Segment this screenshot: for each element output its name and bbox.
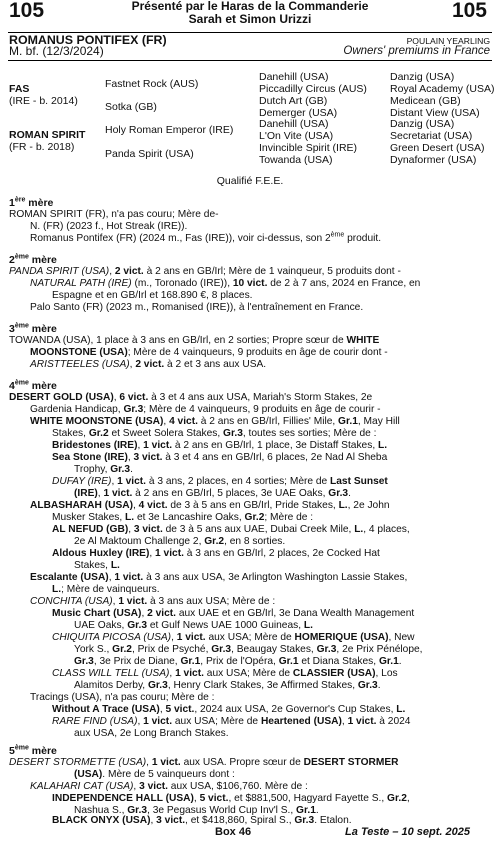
dam-detail: (FR - b. 2018) (9, 141, 75, 153)
pedigree-gen3: Dutch Art (GB) (259, 95, 328, 107)
text-line: ARISTTEELES (USA), 2 vict. à 2 et 3 ans aux USA. (30, 359, 267, 370)
pedigree-gen4: Distant View (USA) (390, 107, 480, 119)
text-line: Romanus Pontifex (FR) (2024 m., Fas (IRE)), voir ci-dessus, son 2ème produit. (30, 231, 382, 244)
pedigree-gen2: Sotka (GB) (105, 101, 157, 113)
text-line: 2e Al Maktoum Challenge 2, Gr.2, en 8 sorties. (74, 536, 286, 547)
pedigree-gen2: Panda Spirit (USA) (105, 148, 194, 160)
pedigree-gen3: Demerger (USA) (259, 107, 338, 119)
text-line: Espagne et en GB/Irl et 168.890 €, 8 places. (52, 290, 253, 301)
sire-detail: (IRE - b. 2014) (9, 95, 78, 107)
qualification-note: Qualifié F.E.E. (216, 175, 284, 187)
section-heading-1st-dam: 1ère mère (9, 196, 54, 209)
catalogue-header (0, 0, 500, 34)
text-line: (IRE), 1 vict. à 2 ans en GB/Irl, 5 places, 3e UAE Oaks, Gr.3. (74, 488, 351, 499)
text-line: Alamitos Derby, Gr.3, Henry Clark Stakes, 3e Affirmed Stakes, Gr.3. (74, 680, 381, 691)
text-line: CHIQUITA PICOSA (USA), 1 vict. aux USA; Mère de HOMERIQUE (USA), New (52, 632, 415, 643)
horse-description: M. bf. (12/3/2024) (9, 44, 104, 58)
text-line: TOWANDA (USA), 1 place à 3 ans en GB/Irl, en 2 sorties; Propre sœur de WHITE (9, 335, 380, 346)
text-line: Gardenia Handicap, Gr.3; Mère de 4 vainqueurs, 9 produits en âge de courir - (30, 404, 381, 415)
text-line: BLACK ONYX (USA), 3 vict., et $418,860, Spiral S., Gr.3. Etalon. (52, 815, 352, 826)
pedigree-gen3: Danehill (USA) (259, 118, 329, 130)
footer-box-number: Box 46 (215, 826, 252, 838)
text-line: Stakes, L. (74, 560, 120, 571)
text-line: Bridestones (IRE), 1 vict. à 2 ans en GB/Irl, 1 place, 3e Distaff Stakes, L. (52, 440, 388, 451)
text-line: DESERT STORMETTE (USA), 1 vict. aux USA. Propre sœur de DESERT STORMER (9, 757, 399, 768)
pedigree-gen2: Holy Roman Emperor (IRE) (105, 124, 234, 136)
text-line: Nashua S., Gr.3, 3e Pegasus World Cup Inv'l S., Gr.1. (74, 805, 319, 816)
owners-premiums: Owners' premiums in France (343, 45, 490, 57)
text-line: PANDA SPIRIT (USA), 2 vict. à 2 ans en GB/Irl; Mère de 1 vainqueur, 5 produits dont - (9, 266, 401, 277)
text-line: Gr.3, 3e Prix de Diane, Gr.1, Prix de l'Opéra, Gr.1 et Diana Stakes, Gr.1. (74, 656, 402, 667)
text-line: L.; Mère de vainqueurs. (52, 584, 160, 595)
text-line: AL NEFUD (GB), 3 vict. de 3 à 5 ans aux UAE, Dubai Creek Mile, L., 4 places, (52, 524, 410, 535)
section-heading-3rd-dam: 3ème mère (9, 322, 57, 335)
text-line: MOONSTONE (USA); Mère de 4 vainqueurs, 9 produits en âge de courir dont - (30, 347, 388, 358)
pedigree-gen4: Secretariat (USA) (390, 130, 473, 142)
lot-number-right: 105 (451, 0, 487, 22)
text-line: Music Chart (USA), 2 vict. aux UAE et en GB/Irl, 3e Dana Wealth Management (52, 608, 415, 619)
text-line: ALBASHARAH (USA), 4 vict. de 3 à 5 ans en GB/Irl, Pride Stakes, L., 2e John (30, 500, 390, 511)
horse-category: POULAIN YEARLING (406, 36, 490, 46)
text-line: York S., Gr.2, Prix de Psyché, Gr.3, Beaugay Stakes, Gr.3, 2e Prix Pénélope, (74, 644, 423, 655)
text-line: N. (FR) (2023 f., Hot Streak (IRE)). (30, 221, 188, 232)
text-line: aux USA, 2e Long Branch Stakes. (74, 728, 229, 739)
lot-number-left: 105 (9, 0, 45, 22)
pedigree-divider (8, 60, 492, 61)
section-heading-4th-dam: 4ème mère (9, 379, 57, 392)
text-line: DESERT GOLD (USA), 6 vict. à 3 et 4 ans aux USA, Mariah's Storm Stakes, 2e (9, 392, 373, 403)
pedigree-gen4: Green Desert (USA) (390, 142, 485, 154)
pedigree-gen2: Fastnet Rock (AUS) (105, 78, 199, 90)
text-line: DUFAY (IRE), 1 vict. à 3 ans, 2 places, en 4 sorties; Mère de Last Sunset (52, 476, 388, 487)
pedigree-gen4: Royal Academy (USA) (390, 83, 495, 95)
pedigree-gen3: Invincible Spirit (IRE) (259, 142, 358, 154)
text-line: Escalante (USA), 1 vict. à 3 ans aux USA, 3e Arlington Washington Lassie Stakes, (30, 572, 408, 583)
pedigree-gen4: Dynaformer (USA) (390, 154, 477, 166)
text-line: Musker Stakes, L. et 3e Lancashire Oaks, Gr.2; Mère de : (52, 512, 314, 523)
text-line: UAE Oaks, Gr.3 et Gulf News UAE 1000 Guineas, L. (74, 620, 313, 631)
text-line: KALAHARI CAT (USA), 3 vict. aux USA, $106,760. Mère de : (30, 781, 308, 792)
text-line: Sea Stone (IRE), 3 vict. à 3 et 4 ans en GB/Irl, 6 places, 2e Nad Al Sheba (52, 452, 388, 463)
text-line: Trophy, Gr.3. (74, 464, 133, 475)
pedigree-gen3: Towanda (USA) (259, 154, 333, 166)
text-line: RARE FIND (USA), 1 vict. aux USA; Mère de Heartened (USA), 1 vict. à 2024 (52, 716, 411, 727)
pedigree-gen3: Danehill (USA) (259, 71, 329, 83)
dam-name: ROMAN SPIRIT (9, 129, 86, 141)
pedigree-gen4: Medicean (GB) (390, 95, 461, 107)
text-line: ROMAN SPIRIT (FR), n'a pas couru; Mère de- (9, 209, 219, 220)
pedigree-gen3: L'On Vite (USA) (259, 130, 334, 142)
text-line: CLASS WILL TELL (USA), 1 vict. aux USA; Mère de CLASSIER (USA), Los (52, 668, 398, 679)
text-line: WHITE MOONSTONE (USA), 4 vict. à 2 ans en GB/Irl, Fillies' Mile, Gr.1, May Hill (30, 416, 400, 427)
text-line: Stakes, Gr.2 et Sweet Solera Stakes, Gr.3, toutes ses sorties; Mère de : (52, 428, 377, 439)
section-heading-5th-dam: 5ème mère (9, 744, 57, 757)
text-line: Tracings (USA), n'a pas couru; Mère de : (30, 692, 215, 703)
text-line: CONCHITA (USA), 1 vict. à 3 ans aux USA; Mère de : (30, 596, 276, 607)
presenter-line-2: Sarah et Simon Urizzi (188, 12, 312, 26)
text-line: Aldous Huxley (IRE), 1 vict. à 3 ans en GB/Irl, 2 places, 2e Cocked Hat (52, 548, 380, 559)
sire-name: FAS (9, 83, 30, 95)
pedigree-gen4: Danzig (USA) (390, 71, 455, 83)
text-line: (USA). Mère de 5 vainqueurs dont : (74, 769, 235, 780)
text-line: INDEPENDENCE HALL (USA), 5 vict., et $881,500, Hagyard Fayette S., Gr.2, (52, 793, 410, 804)
text-line: Palo Santo (FR) (2023 m., Romanised (IRE)), à l'entraînement en France. (30, 302, 364, 313)
text-line: Without A Trace (USA), 5 vict., 2024 aux USA, 2e Governor's Cup Stakes, L. (52, 704, 406, 715)
footer-location-date: La Teste – 10 sept. 2025 (345, 826, 470, 838)
presenter-line-1: Présenté par le Haras de la Commanderie (131, 0, 369, 13)
pedigree-gen3: Piccadilly Circus (AUS) (259, 83, 367, 95)
text-line: NATURAL PATH (IRE) (m., Toronado (IRE)), 10 vict. de 2 à 7 ans, 2024 en France, en (30, 278, 421, 289)
pedigree-gen4: Danzig (USA) (390, 118, 455, 130)
horse-name: ROMANUS PONTIFEX (FR) (9, 33, 167, 47)
section-heading-2nd-dam: 2ème mère (9, 253, 57, 266)
